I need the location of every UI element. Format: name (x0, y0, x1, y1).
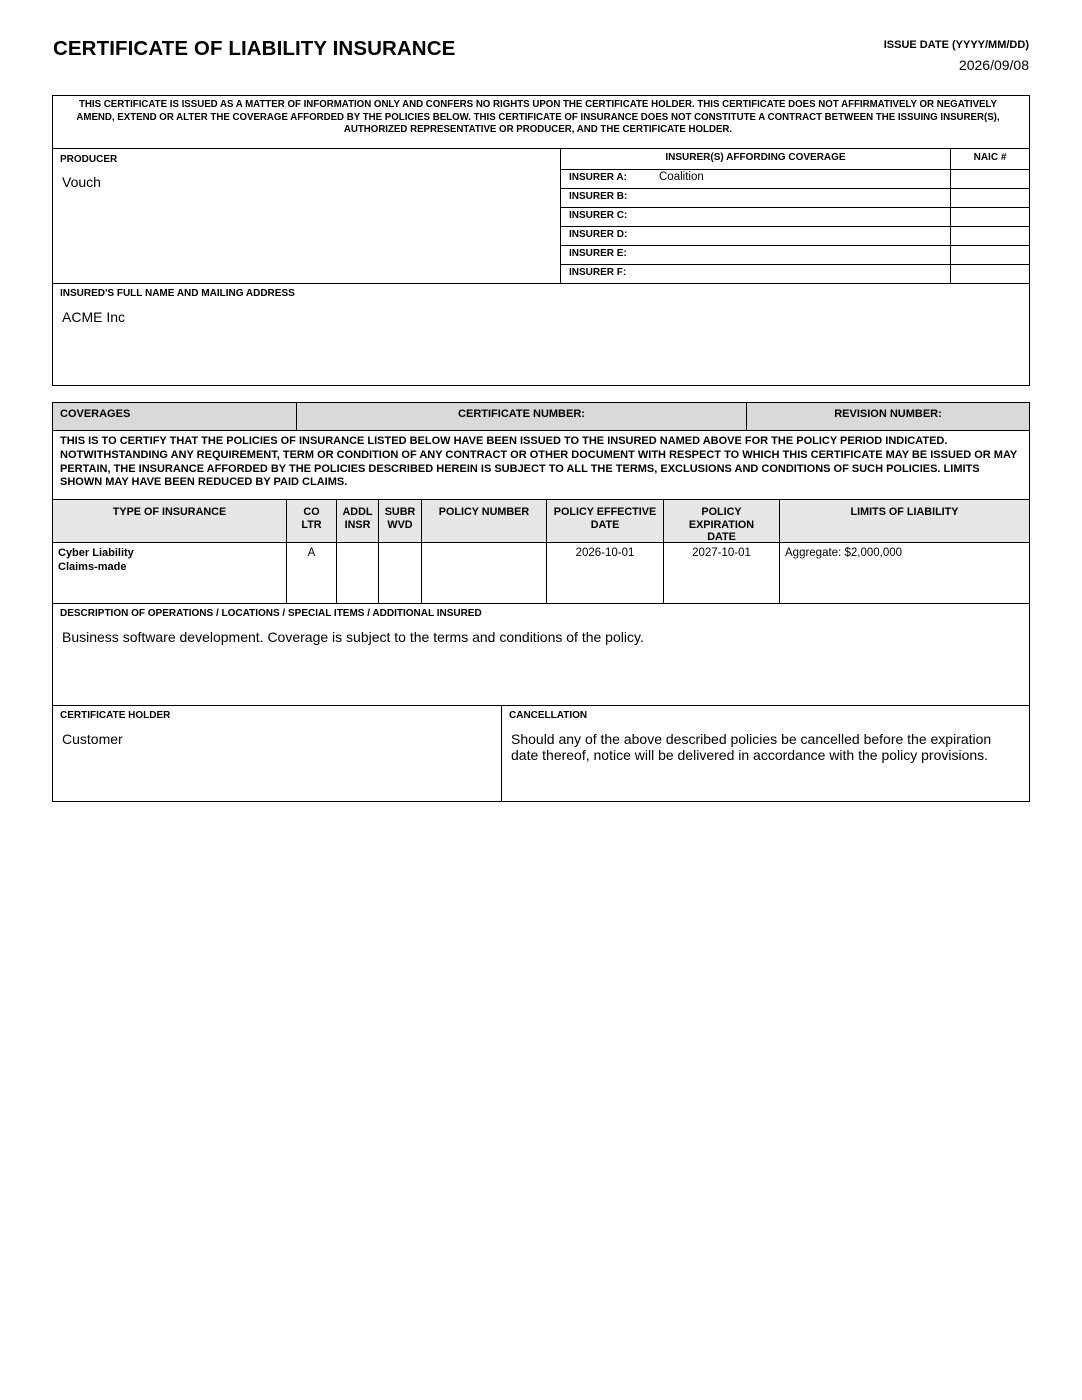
naic-header: NAIC # (973, 152, 1007, 163)
issue-date: 2026/09/08 (958, 57, 1029, 73)
expiration-date: 2027-10-01 (692, 547, 751, 559)
certificate-holder-value: Customer (62, 731, 123, 747)
insurer-d-label: INSURER D: (569, 229, 628, 240)
col-subr-wvd-line2: WVD (387, 519, 413, 531)
coverages-label: COVERAGES (60, 408, 131, 420)
insurer-a-name: Coalition (659, 171, 704, 183)
disclaimer-text: THIS CERTIFICATE IS ISSUED AS A MATTER OF INFORMATION ONLY AND CONFERS NO RIGHTS UPON THE CERTIFICATE HOLDER. THIS CERTIFICATE DOES NOT AFFIRMATIVELY OR NEGATIVELY AMEND, EXTEND OR ALTER THE COVERAGE AFFORDED BY THE POLICIES BELOW. THIS CERTIFICATE OF INSURANCE DOES NOT CONSTITUTE A CONTRACT BETWEEN THE ISSUING INSURER(S), AUTHORIZED REPRESENTATIVE OR PRODUCER, AND THE CERTIFICATE HOLDER. (76, 99, 1000, 136)
description-label: DESCRIPTION OF OPERATIONS / LOCATIONS / SPECIAL ITEMS / ADDITIONAL INSURED (60, 608, 482, 619)
cancellation-value: Should any of the above described policies be cancelled before the expiration date thereof, notice will be delivered in accordance with the policy provisions. (511, 731, 992, 763)
limits-value: Aggregate: $2,000,000 (785, 547, 903, 559)
producer-value: Vouch (62, 174, 101, 190)
type-of-insurance-line2: Claims-made (58, 561, 127, 573)
co-ltr-value: A (307, 547, 316, 559)
insured-value: ACME Inc (62, 309, 126, 325)
type-of-insurance-line1: Cyber Liability (58, 547, 134, 559)
insured-label: INSURED'S FULL NAME AND MAILING ADDRESS (60, 288, 295, 299)
col-subr-wvd-line1: SUBR (384, 506, 416, 518)
certificate-holder-label: CERTIFICATE HOLDER (60, 710, 171, 721)
effective-date: 2026-10-01 (575, 547, 635, 559)
insurers-header: INSURER(S) AFFORDING COVERAGE (665, 152, 846, 163)
col-effective-line2: DATE (590, 519, 620, 531)
col-expiration-line3: DATE (707, 531, 736, 543)
col-addl-insr-line1: ADDL (342, 506, 373, 518)
certificate-number-label: CERTIFICATE NUMBER: (458, 408, 585, 420)
col-limits: LIMITS OF LIABILITY (850, 506, 959, 518)
insurer-b-label: INSURER B: (569, 191, 628, 202)
col-effective-line1: POLICY EFFECTIVE (553, 506, 657, 518)
col-policy-number: POLICY NUMBER (438, 506, 530, 518)
producer-label: PRODUCER (60, 154, 118, 165)
col-addl-insr-line2: INSR (344, 519, 371, 531)
certificate-info-box (52, 95, 1030, 386)
col-co-ltr-line1: CO (303, 506, 320, 518)
description-value: Business software development. Coverage is subject to the terms and conditions of the policy. (62, 629, 644, 645)
issue-date-label: ISSUE DATE (YYYY/MM/DD) (883, 39, 1029, 51)
col-co-ltr-line2: LTR (301, 519, 322, 531)
revision-number-label: REVISION NUMBER: (834, 408, 942, 420)
page-title: CERTIFICATE OF LIABILITY INSURANCE (53, 37, 456, 60)
col-expiration-line1: POLICY (701, 506, 742, 518)
insurer-e-label: INSURER E: (569, 248, 627, 259)
col-expiration-line2: EXPIRATION (688, 519, 755, 531)
insurer-f-label: INSURER F: (569, 267, 627, 278)
cancellation-label: CANCELLATION (509, 710, 588, 721)
certify-text: THIS IS TO CERTIFY THAT THE POLICIES OF INSURANCE LISTED BELOW HAVE BEEN ISSUED TO THE INSURED NAMED ABOVE FOR THE POLICY PERIOD INDICATED. NOTWITHSTANDING ANY REQUIREMENT, TERM OR CONDITION OF ANY CONTRACT OR OTHER DOCUMENT WITH RESPECT TO WHICH THIS CERTIFICATE MAY BE ISSUED OR MAY PERTAIN, THE INSURANCE AFFORDED BY THE POLICIES DESCRIBED HEREIN IS SUBJECT TO ALL THE TERMS, EXCLUSIONS AND CONDITIONS OF SUCH POLICIES. LIMITS SHOWN MAY HAVE BEEN REDUCED BY PAID CLAIMS. (60, 435, 1018, 489)
col-type-of-insurance: TYPE OF INSURANCE (112, 506, 227, 518)
insurer-a-label: INSURER A: (569, 172, 627, 183)
insurer-c-label: INSURER C: (569, 210, 628, 221)
